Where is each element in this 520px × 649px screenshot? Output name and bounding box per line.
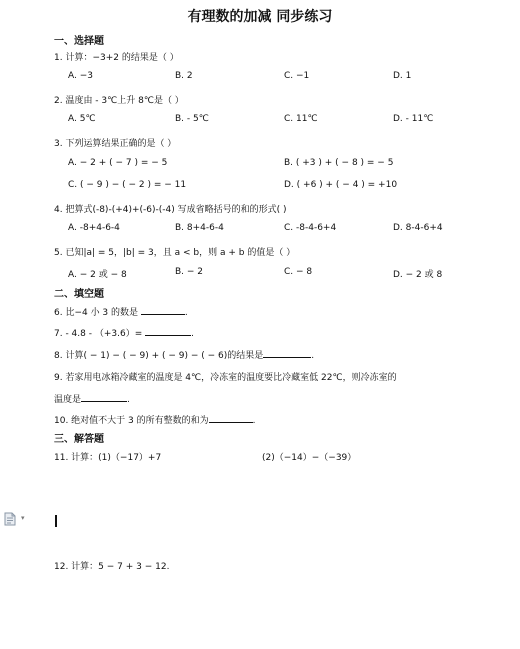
question-2: 2. 温度由 - 3℃上升 8℃是（ ）: [54, 96, 184, 106]
question-11-part-1: 11. 计算：(1)（−17）+7: [54, 453, 162, 463]
q4-option-b: B. 8+4-6-4: [175, 223, 224, 233]
question-7: [54, 326, 194, 339]
q3-option-a: A. − 2 + ( − 7 ) = − 5: [68, 158, 168, 168]
question-8: [54, 348, 314, 361]
q6-end: .: [184, 308, 188, 318]
text-cursor: [55, 515, 57, 527]
q3-option-c: C. ( − 9 ) − ( − 2 ) = − 11: [68, 180, 187, 190]
q2-option-a: A. 5℃: [68, 114, 96, 124]
q7-text: 7. - 4.8 - （+3.6）=: [54, 329, 143, 339]
q8-end: .: [311, 351, 315, 361]
q8-text: 8. 计算( − 1) − ( − 9) + ( − 9) − ( − 6)的结果是: [54, 351, 264, 361]
chevron-down-icon[interactable]: ▾: [21, 514, 25, 522]
q10-end: .: [252, 416, 256, 426]
q10-blank: [209, 413, 253, 423]
q4-option-a: A. -8+4-6-4: [68, 223, 120, 233]
page-title: 有理数的加减 同步练习: [187, 9, 333, 25]
q1-option-d: D. 1: [393, 71, 412, 81]
q6-blank: [141, 305, 185, 315]
section-heading-answer: 三、解答题: [54, 434, 104, 445]
q1-option-a: A. −3: [68, 71, 93, 81]
question-9: 9. 若家用电冰箱冷藏室的温度是 4℃，冷冻室的温度要比冷藏室低 22℃，则冷冻室的: [54, 373, 397, 383]
question-4: 4. 把算式(-8)-(+4)+(-6)-(-4) 写成省略括号的和的形式( ): [54, 205, 287, 215]
q9-text: 温度是: [54, 395, 82, 405]
q10-text: 10. 绝对值不大于 3 的所有整数的和为: [54, 416, 209, 426]
q7-blank: [145, 326, 191, 336]
q2-option-d: D. - 11℃: [393, 114, 434, 124]
q9-blank: [81, 392, 127, 402]
q2-option-c: C. 11℃: [284, 114, 318, 124]
q5-option-a: A. − 2 或 − 8: [68, 270, 127, 280]
q4-option-c: C. -8-4-6+4: [284, 223, 337, 233]
q9-end: .: [127, 395, 130, 405]
question-6: [54, 305, 188, 318]
q7-end: .: [191, 329, 194, 339]
q1-option-b: B. 2: [175, 71, 193, 81]
question-3: 3. 下列运算结果正确的是（ ）: [54, 139, 177, 149]
q1-option-c: C. −1: [284, 71, 310, 81]
question-5: 5. 已知|a| = 5，|b| = 3，且 a < b，则 a + b 的值是（ ）: [54, 248, 296, 258]
section-heading-choice: 一、选择题: [54, 36, 104, 47]
q2-option-b: B. - 5℃: [175, 114, 209, 124]
document-icon[interactable]: [4, 512, 16, 526]
q3-option-d: D. ( +6 ) + ( − 4 ) = +10: [284, 180, 398, 190]
q5-option-b: B. − 2: [175, 267, 204, 277]
question-9-line2: [54, 392, 130, 405]
section-heading-fill: 二、填空题: [54, 289, 104, 300]
q6-text: 6. 比−4 小 3 的数是: [54, 308, 139, 318]
question-11-part-2: (2)（−14）−（−39）: [262, 453, 357, 463]
q5-option-d: D. − 2 或 8: [393, 270, 443, 280]
q4-option-d: D. 8-4-6+4: [393, 223, 443, 233]
q5-option-c: C. − 8: [284, 267, 313, 277]
q8-blank: [263, 348, 311, 358]
question-12: 12. 计算：5 − 7 + 3 − 12.: [54, 562, 170, 572]
question-10: [54, 413, 256, 426]
question-1: 1. 计算：−3+2 的结果是（ ）: [54, 53, 179, 63]
q3-option-b: B. ( +3 ) + ( − 8 ) = − 5: [284, 158, 394, 168]
